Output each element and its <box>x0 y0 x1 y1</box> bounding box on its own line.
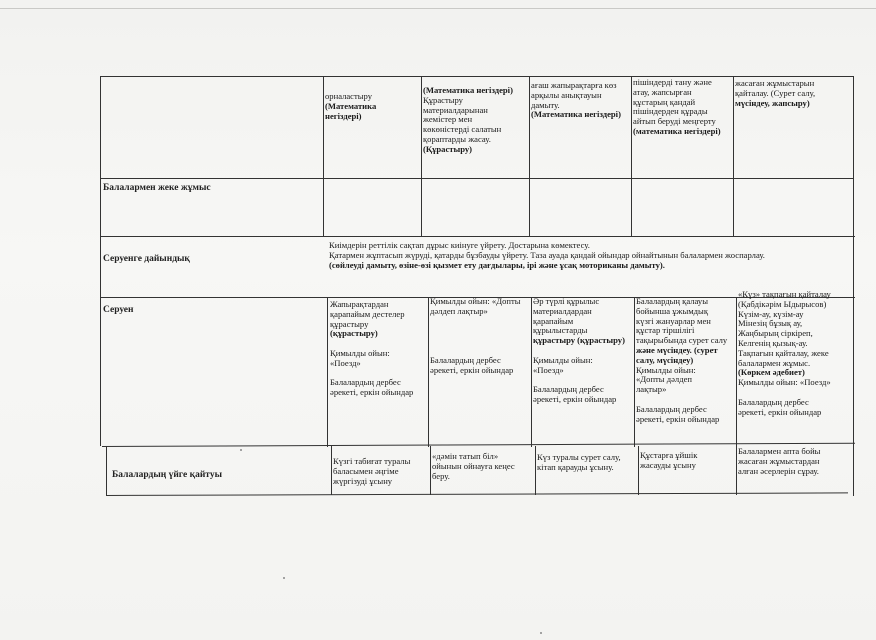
text-line: арқылы анықтауын <box>531 89 602 100</box>
top-cell-3 <box>531 81 631 120</box>
text-line: әрекеті, еркін ойындар <box>533 393 617 404</box>
table-border-left <box>100 76 101 446</box>
text-line: құрылыстарды <box>533 325 588 336</box>
text-line: пішіндерден құрады <box>633 106 708 117</box>
home-col-divider-3 <box>535 446 536 495</box>
text-line: негіздері) <box>325 110 362 121</box>
text-line: материалдардан <box>533 305 592 316</box>
text-line: дамыту. <box>531 99 560 110</box>
col-divider-2 <box>421 76 422 236</box>
text-line: Балалардың дербес <box>533 384 604 395</box>
text-line: «дәмін татып біл» <box>432 452 499 461</box>
walk-cell-4 <box>636 297 736 424</box>
home-cell-5 <box>738 447 853 476</box>
text-line: Мінезің бұзық ау, <box>738 318 803 329</box>
text-line: құрастыру <box>330 318 369 329</box>
text-line: күзгі жануарлар мен <box>636 315 711 326</box>
home-col-divider-2 <box>430 446 431 495</box>
text-line <box>430 317 531 327</box>
row-label-going-home: Балалардың үйге қайтуы <box>112 470 222 480</box>
text-line: Жапырақтардан <box>330 300 389 309</box>
text-line: Тақпағын қайталау, жеке <box>738 347 829 358</box>
text-line: (Математика <box>325 100 377 111</box>
text-line: мүсіндеу, жапсыру) <box>735 97 810 108</box>
text-line: құстар тіршілігі <box>636 325 695 336</box>
text-line: Балалардың қалауы <box>636 297 708 306</box>
text-line: қарапайым <box>533 315 574 326</box>
text-line <box>430 326 531 336</box>
text-line: орналастыру <box>325 92 373 101</box>
page-edge-line <box>0 8 876 9</box>
text-line: (Математика негіздері) <box>423 86 513 95</box>
text-line: Күзгі табиғат туралы <box>333 457 411 466</box>
top-cell-5 <box>735 79 852 108</box>
text-line: дәлдеп лақтыр» <box>430 305 488 316</box>
col-divider-4 <box>631 76 632 236</box>
row-label-individual-work: Балалармен жеке жұмыс <box>103 183 211 193</box>
text-line: Келгенің қызық-ау. <box>738 337 808 348</box>
col-divider-3 <box>529 76 530 236</box>
walk-col-divider-5 <box>736 297 737 447</box>
row-divider-2 <box>100 236 855 237</box>
text-line: ағаш жапырақтарға көз <box>531 81 617 90</box>
text-line: Қимылды ойын: <box>636 364 696 375</box>
walk-cell-2 <box>430 297 531 375</box>
text-line: көкөністерді салатын <box>423 124 502 135</box>
text-line: Күзім-ау, күзім-ау <box>738 308 804 319</box>
home-col-divider-4 <box>638 446 639 495</box>
scan-speck <box>240 449 242 451</box>
text-line: Қимылды ойын: <box>330 347 390 358</box>
top-cell-2 <box>423 86 528 155</box>
text-line: атау, жапсырған <box>633 86 692 97</box>
text-line: (Қабдікәрім Ыдырысов) <box>738 298 827 309</box>
walk-cell-5 <box>738 290 854 417</box>
text-line: қайталау. (Сурет салу, <box>735 87 816 98</box>
walk-cell-3 <box>533 297 634 405</box>
text-line: «Поезд» <box>330 357 361 368</box>
text-line: «Допты дәлдеп <box>636 374 692 385</box>
text-line: (математика негіздері) <box>633 125 721 136</box>
home-cell-1 <box>333 457 430 486</box>
text-line: беру. <box>432 470 450 481</box>
walk-col-divider-1 <box>327 297 328 447</box>
text-line: Балалардың дербес <box>330 377 401 388</box>
text-line: құрастыру (құрастыру) <box>533 335 625 346</box>
row-label-walk-preparation: Серуенге дайындық <box>103 254 190 264</box>
text-line: Жаңбырың сіркіреп, <box>738 328 813 339</box>
text-line: ойынын ойнауға кеңес <box>432 460 515 471</box>
text-line: әрекеті, еркін ойындар <box>636 413 720 424</box>
text-line: баласымен әңгіме <box>333 465 399 476</box>
col-divider-5 <box>733 76 734 236</box>
text-line: Балалармен апта бойы <box>738 447 821 456</box>
table-border-left-lower <box>106 446 107 496</box>
text-line <box>430 336 531 346</box>
text-line: Балалардың дербес <box>430 354 501 365</box>
text-line: (Көркем әдебиет) <box>738 367 805 378</box>
text-line: (Математика негіздері) <box>531 109 621 120</box>
text-line: Қимылды ойын: <box>533 354 593 365</box>
home-col-divider-1 <box>331 446 332 495</box>
text-line: жүргізуді ұсыну <box>333 475 393 486</box>
walk-col-divider-4 <box>634 297 635 447</box>
walk-col-divider-3 <box>531 297 532 447</box>
text-line: әрекеті, еркін ойындар <box>330 387 414 398</box>
text-line: құстарың қандай <box>633 96 696 107</box>
row-divider-1 <box>100 178 853 179</box>
text-line: материалдарынан <box>423 104 488 115</box>
text-line: бойынша ұжымдық <box>636 305 708 316</box>
text-line: қарапайым дестелер <box>330 308 405 319</box>
col-divider-1 <box>323 76 324 236</box>
text-line: алған әсерлерін сұрау. <box>738 465 819 476</box>
walk-cell-1 <box>330 300 428 398</box>
text-line: «Күз» тақпағын қайталау <box>738 290 831 299</box>
home-cell-3 <box>537 453 638 473</box>
text-line: жемістер мен <box>423 114 473 125</box>
text-line: Құрастыру <box>423 94 463 105</box>
top-cell-4 <box>633 78 733 137</box>
text-line: жасаған жұмыстардан <box>738 455 820 466</box>
text-line: Балалардың дербес <box>636 403 707 414</box>
table-border-top <box>100 76 853 77</box>
text-line: қораптарды жасау. <box>423 133 491 144</box>
text-line: Балалардың дербес <box>738 396 809 407</box>
text-line: Әр түрлі құрылыс <box>533 297 600 306</box>
text-line: Құстарға ұйшік <box>640 451 698 460</box>
text-line: пішіндерді тану және <box>633 78 712 87</box>
top-cell-1 <box>325 92 421 121</box>
table-border-right <box>853 76 854 496</box>
text-line: тақырыбында сурет салу <box>636 335 728 346</box>
scan-speck <box>540 632 542 634</box>
text-line: және мүсіндеу. (сурет <box>636 344 718 355</box>
text-line: (сөйлеуді дамыту, өзіне-өзі қызмет ету дағдылары, ірі және ұсақ моториканы дамыту). <box>329 259 665 270</box>
text-line: балалармен жұмыс. <box>738 357 811 368</box>
text-line: жасаған жұмыстарын <box>735 79 815 88</box>
row-label-walk: Серуен <box>103 305 134 315</box>
home-cell-2 <box>432 452 535 481</box>
walk-col-divider-2 <box>428 297 429 447</box>
walk-preparation-cell <box>329 241 853 270</box>
text-line: Қимылды ойын: «Поезд» <box>738 377 831 388</box>
text-line: айтып беруді меңгерту <box>633 116 716 127</box>
text-line: салу, мүсіндеу) <box>636 354 694 365</box>
text-line: (Құрастыру) <box>423 143 473 154</box>
text-line: Киімдерін реттілік сақтап дұрыс киінуге үйрету. Достарына көмектесу. <box>329 241 590 250</box>
home-cell-4 <box>640 451 736 471</box>
text-line: кітап қарауды ұсыну. <box>537 461 614 472</box>
text-line: лақтыр» <box>636 384 667 395</box>
text-line: Күз туралы сурет салу, <box>537 453 621 462</box>
text-line: «Поезд» <box>533 364 564 375</box>
home-col-divider-5 <box>736 446 737 495</box>
text-line: жасауды ұсыну <box>640 459 696 470</box>
scan-speck <box>283 577 285 579</box>
text-line: әрекеті, еркін ойындар <box>430 364 514 375</box>
text-line: әрекеті, еркін ойындар <box>738 406 822 417</box>
text-line: Қатармен жұптасып жүруді, қатарды бұзбауды үйрету. Таза ауада қандай ойындар ойнайтынын балалармен жоспарлау. <box>329 249 765 260</box>
text-line: Қимылды ойын: «Допты <box>430 297 521 306</box>
text-line: (құрастыру) <box>330 328 378 339</box>
